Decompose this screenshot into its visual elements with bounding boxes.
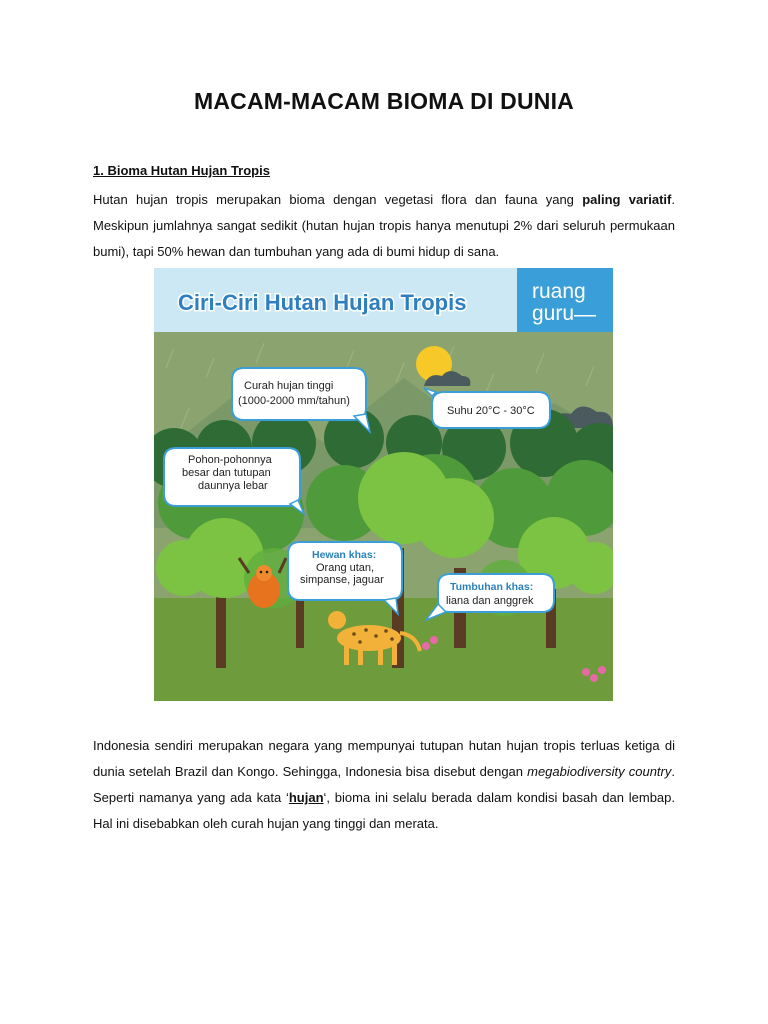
bubble-trees bbox=[164, 448, 304, 514]
animals-heading: Hewan khas: bbox=[312, 549, 377, 561]
trees-line3: daunnya lebar bbox=[198, 480, 268, 492]
intro-paragraph bbox=[93, 187, 675, 265]
banner-title: Ciri-Ciri Hutan Hujan Tropis bbox=[178, 290, 467, 315]
megabiodiversity-phrase: megabiodiversity country bbox=[527, 764, 672, 779]
animals-line2: simpanse, jaguar bbox=[300, 574, 384, 586]
section-heading: 1. Bioma Hutan Hujan Tropis bbox=[93, 163, 270, 178]
plants-line1: liana dan anggrek bbox=[446, 595, 534, 607]
logo-underline bbox=[574, 315, 596, 317]
trees-line1: Pohon-pohonnya bbox=[188, 454, 272, 466]
hujan-word: hujan bbox=[288, 790, 324, 805]
trees-line2: besar dan tutupan bbox=[182, 467, 271, 479]
indonesia-text-1: Indonesia sendiri merupakan negara yang mempunyai tutupan hutan hujan tropis terluas ketiga di dunia setelah Brazil dan Kongo. Sehingga, Indonesia bisa disebut dengan bbox=[93, 738, 675, 779]
animals-line1: Orang utan, bbox=[316, 562, 375, 574]
indonesia-text-2: . Seperti namanya yang ada kata ‘ bbox=[93, 764, 675, 805]
temperature-text: Suhu 20°C - 30°C bbox=[447, 405, 535, 417]
logo-text-guru: guru bbox=[532, 302, 575, 325]
intro-text-start: Hutan hujan tropis merupakan bioma dengan vegetasi flora dan fauna yang bbox=[93, 192, 583, 207]
infographic-rainforest bbox=[154, 268, 613, 701]
plants-heading: Tumbuhan khas: bbox=[450, 581, 534, 593]
indonesia-text-3: ‘, bioma ini selalu berada dalam kondisi basah dan lembap. Hal ini disebabkan oleh curah hujan yang tinggi dan merata. bbox=[93, 790, 675, 831]
rainfall-line1: Curah hujan tinggi bbox=[244, 380, 334, 392]
indonesia-paragraph bbox=[93, 733, 675, 837]
page-title: MACAM-MACAM BIOMA DI DUNIA bbox=[194, 88, 574, 114]
intro-bold-phrase: paling variatif bbox=[582, 192, 672, 207]
bubble-temperature bbox=[424, 388, 550, 428]
intro-text-end: . Meskipun jumlahnya sangat sedikit (hutan hujan tropis hanya menutupi 2% dari seluruh permukaan bumi), tapi 50% hewan dan tumbuhan yang ada di bumi hidup di sana. bbox=[93, 192, 675, 259]
rainfall-line2: (1000-2000 mm/tahun) bbox=[238, 395, 350, 407]
logo-text-ruang: ruang bbox=[532, 280, 586, 303]
